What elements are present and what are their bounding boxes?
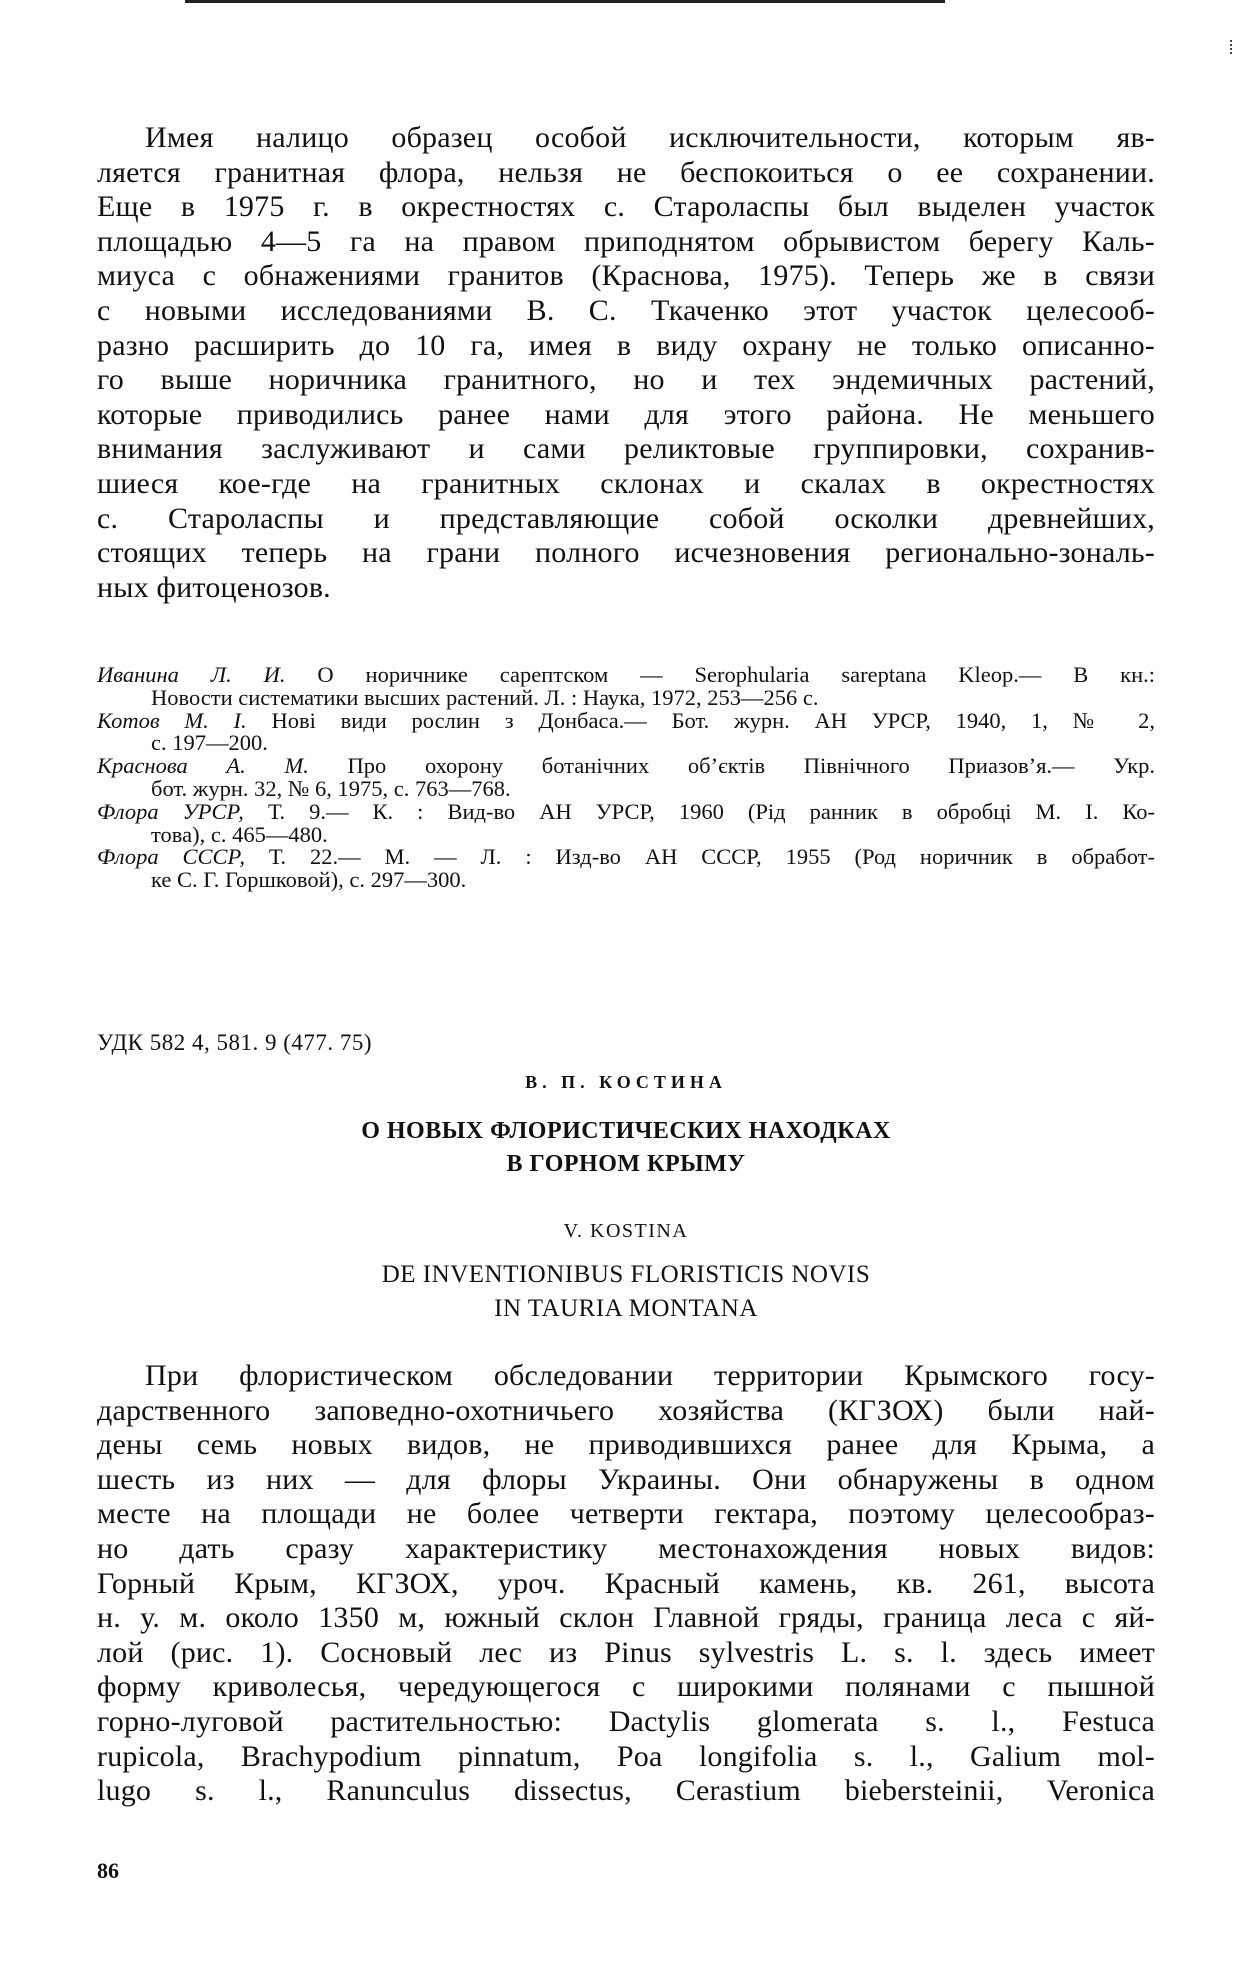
title-ru-line: О НОВЫХ ФЛОРИСТИЧЕСКИХ НАХОДКАХ bbox=[361, 1118, 891, 1144]
paragraph-line: ляется гранитная флора, нельзя не беспокоиться о ее сохранении. bbox=[97, 155, 1155, 189]
paragraph-line: го выше норичника гранитного, но и тех эндемичных растений, bbox=[97, 363, 1155, 397]
reference-text: Т. 22.— М. — Л. : Изд-во АН СССР, 1955 (Род норичник в обработ- bbox=[268, 844, 1156, 870]
article-title-ru bbox=[97, 1115, 1155, 1181]
paragraph-line: Горный Крым, КГЗОХ, уроч. Красный камень, кв. 261, высота bbox=[97, 1566, 1155, 1600]
paragraph-line: которые приводились ранее нами для этого района. Не меньшего bbox=[97, 397, 1155, 431]
reference-text: Т. 9.— К. : Вид-во АН УРСР, 1960 (Рід ранник в обробці М. І. Ко- bbox=[267, 798, 1156, 824]
paragraph-line: форму криволесья, чередующегося с широкими полянами с пышной bbox=[97, 1670, 1155, 1704]
paragraph-line: с. Староласпы и представляющие собой осколки древнейших, bbox=[97, 501, 1155, 535]
reference-text: Нові види рослин з Донбаса.— Бот. журн. АН УРСР, 1940, 1, № 2, bbox=[271, 707, 1155, 733]
reference-author: Краснова А. М. bbox=[97, 753, 309, 779]
paragraph-line: шиеся кое-где на гранитных склонах и скалах в окрестностях bbox=[97, 466, 1155, 500]
paragraph-line: При флористическом обследовании территории Крымского госу- bbox=[145, 1359, 1155, 1392]
paragraph-line: Еще в 1975 г. в окрестностях с. Староласпы был выделен участок bbox=[97, 190, 1155, 224]
top-rule bbox=[185, 0, 945, 3]
paragraph-line: rupicola, Brachypodium pinnatum, Poa longifolia s. l., Galium mol- bbox=[97, 1739, 1155, 1773]
paragraph-line: но дать сразу характеристику местонахождения новых видов: bbox=[97, 1531, 1155, 1565]
article-title-lat bbox=[97, 1258, 1155, 1326]
page-number: 86 bbox=[97, 1858, 119, 1883]
reference-author: Флора УРСР, bbox=[97, 798, 244, 824]
reference-text: О норичнике сарептском — Serophularia sareptana Kleop.— В кн.: bbox=[317, 662, 1155, 687]
paragraph-line: н. у. м. около 1350 м, южный склон Главной гряды, граница леса с яй- bbox=[97, 1601, 1155, 1635]
paragraph-line: дарственного заповедно-охотничьего хозяйства (КГЗОХ) были най- bbox=[97, 1393, 1155, 1427]
title-ru-line: В ГОРНОМ КРЫМУ bbox=[506, 1151, 746, 1177]
paragraph-line: стоящих теперь на грани полного исчезновения регионально-зональ- bbox=[97, 536, 1155, 570]
reference-text: ке С. Г. Горшковой), с. 297—300. bbox=[151, 867, 467, 893]
reference-text: с. 197—200. bbox=[151, 730, 268, 756]
paragraph-line: миуса с обнажениями гранитов (Краснова, 1975). Теперь же в связи bbox=[97, 259, 1155, 293]
udk-code: УДК 582 4, 581. 9 (477. 75) bbox=[97, 1030, 373, 1055]
reference-text: бот. журн. 32, № 6, 1975, с. 763—768. bbox=[151, 775, 511, 801]
section1-paragraph bbox=[97, 121, 1155, 605]
paragraph-line: шесть из них — для флоры Украины. Они обнаружены в одном bbox=[97, 1462, 1155, 1496]
reference-item bbox=[97, 755, 1155, 801]
paragraph-line: лой (рис. 1). Сосновый лес из Pinus sylvestris L. s. l. здесь имеет bbox=[97, 1635, 1155, 1669]
paragraph-line: lugo s. l., Ranunculus dissectus, Cerastium biebersteinii, Veronica bbox=[97, 1774, 1155, 1808]
author-ru: В. П. КОСТИНА bbox=[525, 1072, 727, 1092]
edge-mark bbox=[1230, 40, 1235, 54]
paragraph-line: площадью 4—5 га на правом приподнятом обрывистом берегу Каль- bbox=[97, 224, 1155, 258]
paragraph-line: месте на площади не более четверти гектара, поэтому целесообраз- bbox=[97, 1497, 1155, 1531]
reference-item bbox=[97, 664, 1155, 710]
reference-item bbox=[97, 798, 1156, 847]
paragraph-line: разно расширить до 10 га, имея в виду охрану не только описанно- bbox=[97, 328, 1155, 362]
reference-author: Котов М. І. bbox=[97, 707, 247, 733]
reference-author: Иванина Л. И. bbox=[97, 662, 286, 687]
article-paragraph bbox=[97, 1359, 1155, 1809]
paragraph-line: дены семь новых видов, не приводившихся ранее для Крыма, а bbox=[97, 1428, 1155, 1462]
title-lat-line: DE INVENTIONIBUS FLORISTICIS NOVIS bbox=[381, 1261, 871, 1288]
paragraph-line: с новыми исследованиями В. С. Ткаченко этот участок целесооб- bbox=[97, 293, 1155, 327]
paragraph-line: горно-луговой растительностью: Dactylis glomerata s. l., Festuca bbox=[97, 1704, 1155, 1738]
reference-text: това), с. 465—480. bbox=[151, 821, 328, 847]
reference-item bbox=[97, 707, 1155, 756]
paragraph-line: ных фитоценозов. bbox=[97, 570, 331, 604]
paragraph-line: Имея налицо образец особой исключительности, которым яв- bbox=[145, 121, 1155, 154]
references-list bbox=[97, 664, 1155, 892]
reference-author: Флора СССР, bbox=[97, 844, 245, 870]
author-lat: V. KOSTINA bbox=[563, 1220, 689, 1242]
title-lat-line: IN TAURIA MONTANA bbox=[494, 1295, 758, 1322]
reference-item bbox=[97, 846, 1155, 892]
reference-text: Новости систематики высших растений. Л. : Наука, 1972, 253—256 с. bbox=[151, 684, 819, 710]
reference-text: Про охорону ботанічних об’єктів Північного Приазов’я.— Укр. bbox=[347, 753, 1155, 779]
paragraph-line: внимания заслуживают и сами реликтовые группировки, сохранив- bbox=[97, 432, 1155, 466]
